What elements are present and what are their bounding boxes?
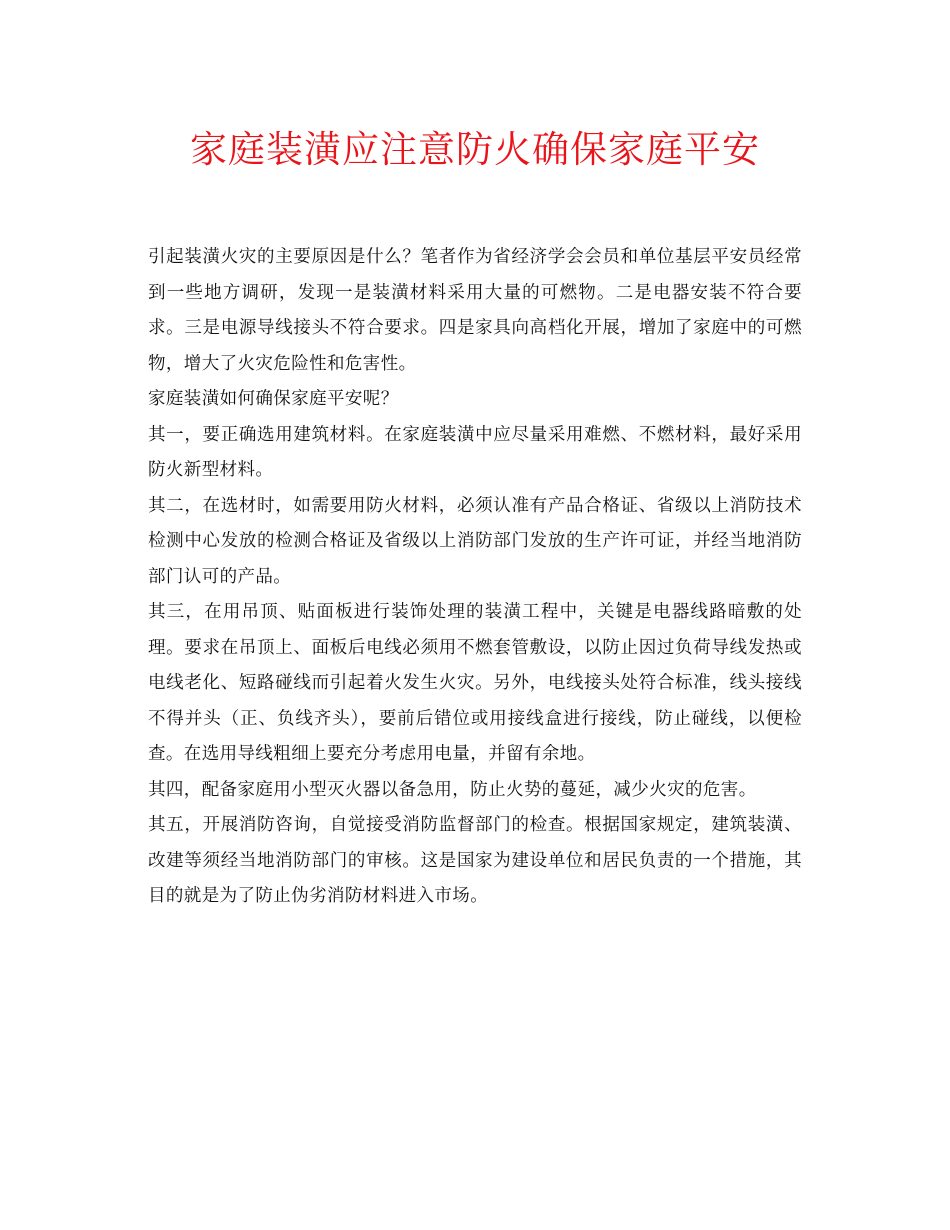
paragraph-point-2: 其二，在选材时，如需要用防火材料，必须认准有产品合格证、省级以上消防技术检测中心发放的检测合格证及省级以上消防部门发放的生产许可证，并经当地消防部门认可的产品。 [148, 495, 802, 587]
document-title: 家庭装潢应注意防火确保家庭平安 [190, 128, 760, 171]
paragraph-point-3: 其三，在用吊顶、贴面板进行装饰处理的装潢工程中，关键是电器线路暗敷的处理。要求在吊顶上、面板后电线必须用不燃套管敷设，以防止因过负荷导线发热或电线老化、短路碰线而引起着火发生火灾。另外，电线接头处符合标准，线头接线不得并头（正、负线齐头），要前后错位或用接线盒进行接线，防止碰线，以便检查。在选用导线粗细上要充分考虑用电量，并留有余地。 [148, 602, 802, 764]
paragraph-point-4: 其四，配备家庭用小型灭火器以备急用，防止火势的蔓延，减少火灾的危害。 [148, 779, 757, 800]
paragraph-question: 家庭装潢如何确保家庭平安呢？ [148, 389, 399, 409]
paragraph-point-1: 其一，要正确选用建筑材料。在家庭装潢中应尽量采用难燃、不燃材料，最好采用防火新型材料。 [148, 424, 802, 480]
document-body [148, 240, 802, 915]
paragraph-intro: 引起装潢火灾的主要原因是什么？笔者作为省经济学会会员和单位基层平安员经常到一些地方调研，发现一是装潢材料采用大量的可燃物。二是电器安装不符合要求。三是电源导线接头不符合要求。四是家具向高档化开展，增加了家庭中的可燃物，增大了火灾危险性和危害性。 [148, 247, 802, 374]
paragraph-point-5: 其五，开展消防咨询，自觉接受消防监督部门的检查。根据国家规定，建筑装潢、改建等须经当地消防部门的审核。这是国家为建设单位和居民负责的一个措施，其目的就是为了防止伪劣消防材料进入市场。 [148, 815, 802, 906]
